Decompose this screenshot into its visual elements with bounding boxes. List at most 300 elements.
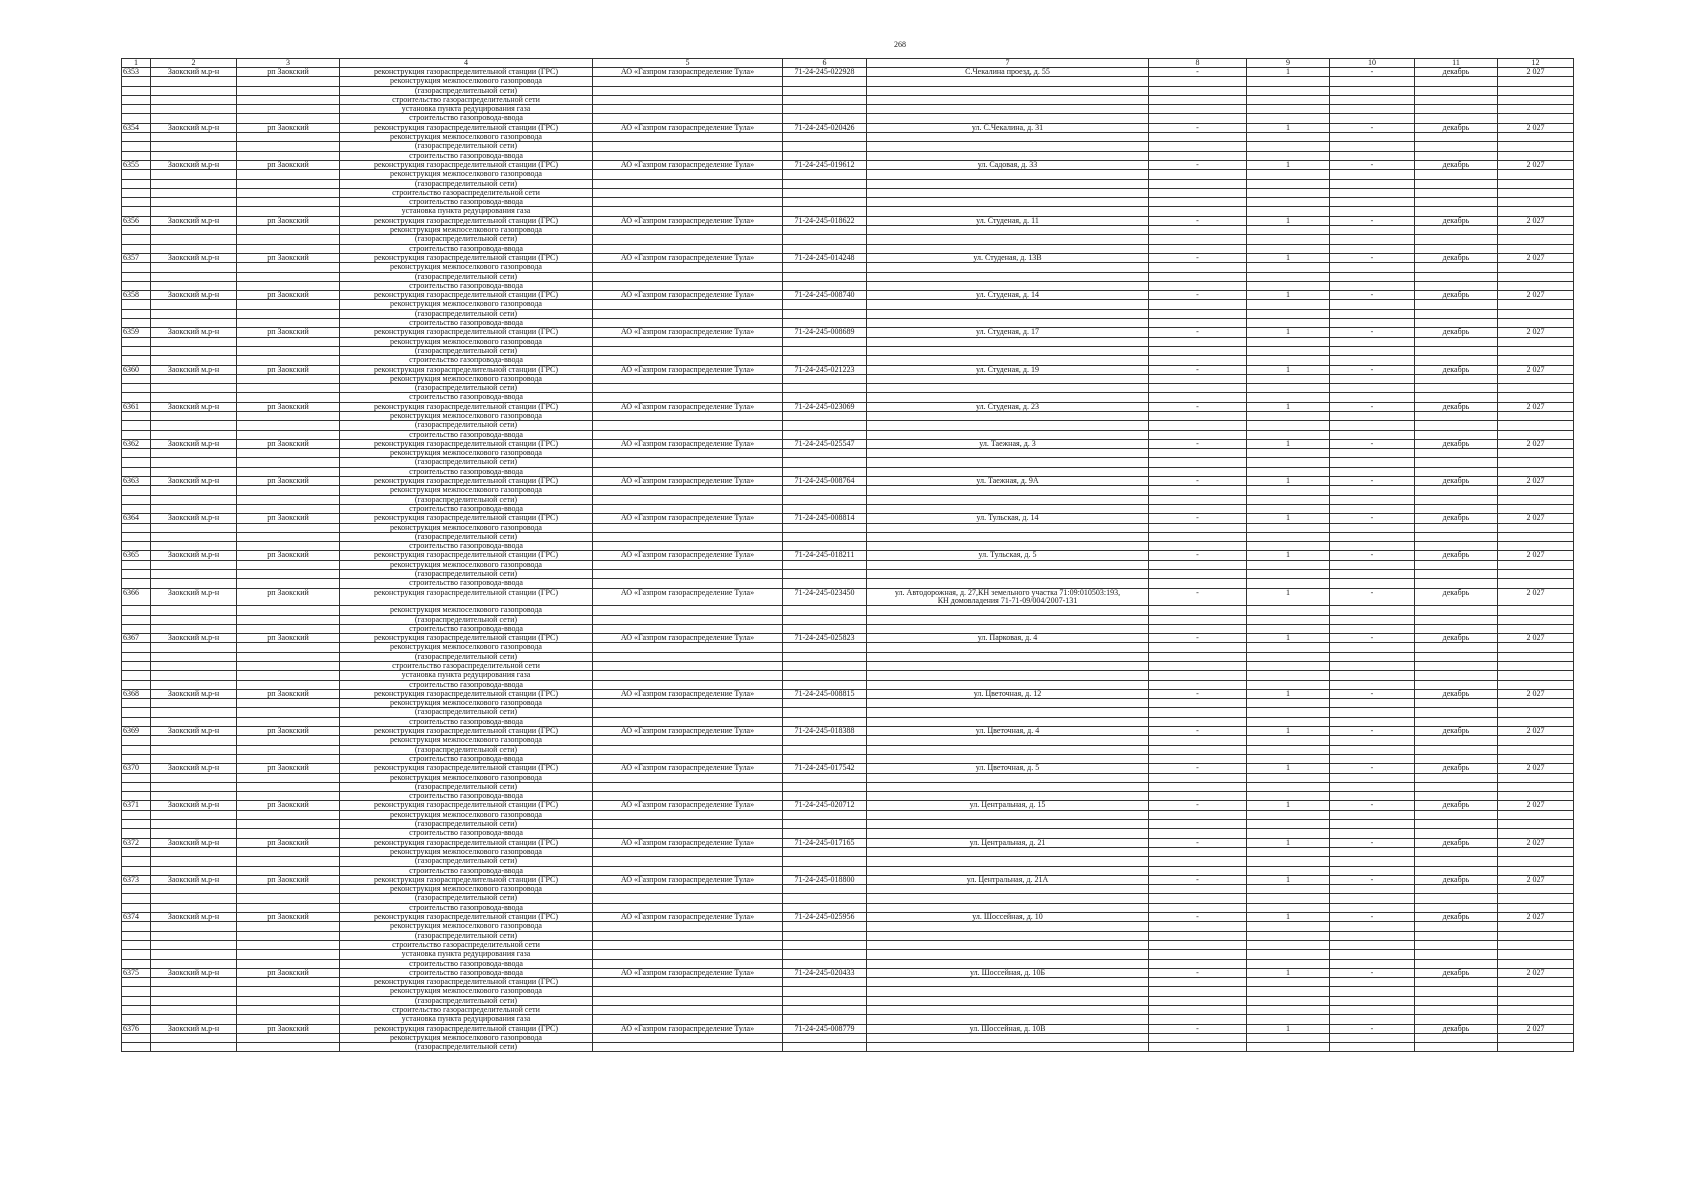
district-cell: Заокский м.р-н <box>151 402 237 411</box>
record-row <box>122 328 1574 337</box>
column-header: 6 <box>783 59 867 68</box>
month-cell <box>1415 857 1498 866</box>
quantity-cell <box>1247 922 1330 931</box>
cadastral-number-cell <box>783 847 867 856</box>
col10-cell <box>1330 263 1415 272</box>
month-cell <box>1415 662 1498 671</box>
address-cell <box>867 430 1149 439</box>
work-type-cell: (газораспределительной сети) <box>340 708 593 717</box>
record-work-row <box>122 504 1574 513</box>
record-number <box>122 319 151 328</box>
organization-cell: АО «Газпром газораспределение Тула» <box>593 913 783 922</box>
year-cell <box>1498 532 1574 541</box>
address-cell <box>867 300 1149 309</box>
organization-cell <box>593 384 783 393</box>
settlement-cell <box>237 847 340 856</box>
address-line: ул. Студеная, д. 11 <box>976 216 1039 225</box>
month-cell: декабрь <box>1415 477 1498 486</box>
month-cell <box>1415 978 1498 987</box>
col8-cell <box>1149 885 1247 894</box>
district-cell <box>151 532 237 541</box>
cadastral-number-cell <box>783 922 867 931</box>
month-cell <box>1415 309 1498 318</box>
col10-cell: - <box>1330 514 1415 523</box>
year-cell <box>1498 458 1574 467</box>
work-type-cell: установка пункта редуцирования газа <box>340 207 593 216</box>
cadastral-number-cell <box>783 384 867 393</box>
record-number <box>122 86 151 95</box>
organization-cell <box>593 495 783 504</box>
quantity-cell <box>1247 996 1330 1005</box>
month-cell <box>1415 987 1498 996</box>
record-number <box>122 263 151 272</box>
record-number: 6375 <box>122 968 151 977</box>
address-line: ул. Парковая, д. 4 <box>977 633 1038 643</box>
address-cell <box>867 449 1149 458</box>
work-type-cell: реконструкция газораспределительной станции (ГРС) <box>340 216 593 225</box>
settlement-cell <box>237 458 340 467</box>
col10-cell <box>1330 940 1415 949</box>
year-cell <box>1498 903 1574 912</box>
record-work-row <box>122 1033 1574 1042</box>
month-cell: декабрь <box>1415 727 1498 736</box>
cadastral-number-cell <box>783 1033 867 1042</box>
organization-cell <box>593 458 783 467</box>
col8-cell <box>1149 486 1247 495</box>
work-type-cell: реконструкция газораспределительной станции (ГРС) <box>340 477 593 486</box>
month-cell: декабрь <box>1415 439 1498 448</box>
year-cell <box>1498 857 1574 866</box>
year-cell: 2 027 <box>1498 801 1574 810</box>
work-type-cell: реконструкция газораспределительной станции (ГРС) <box>340 551 593 560</box>
organization-cell <box>593 449 783 458</box>
year-cell: 2 027 <box>1498 875 1574 884</box>
year-cell <box>1498 309 1574 318</box>
organization-cell <box>593 782 783 791</box>
organization-cell <box>593 86 783 95</box>
address-cell <box>867 792 1149 801</box>
record-work-row <box>122 77 1574 86</box>
year-cell: 2 027 <box>1498 727 1574 736</box>
cadastral-number-cell <box>783 782 867 791</box>
year-cell <box>1498 467 1574 476</box>
record-work-row <box>122 356 1574 365</box>
district-cell <box>151 356 237 365</box>
col8-cell: - <box>1149 439 1247 448</box>
year-cell: 2 027 <box>1498 123 1574 132</box>
district-cell <box>151 570 237 579</box>
record-number <box>122 792 151 801</box>
organization-cell <box>593 950 783 959</box>
district-cell <box>151 263 237 272</box>
record-row <box>122 913 1574 922</box>
district-cell: Заокский м.р-н <box>151 838 237 847</box>
col8-cell: - <box>1149 291 1247 300</box>
work-type-cell: строительство газопровода-ввода <box>340 356 593 365</box>
record-number <box>122 940 151 949</box>
organization-cell <box>593 940 783 949</box>
settlement-cell <box>237 1005 340 1014</box>
settlement-cell: рп Заокский <box>237 689 340 698</box>
quantity-cell: 1 <box>1247 216 1330 225</box>
cadastral-number-cell <box>783 263 867 272</box>
record-number: 6368 <box>122 689 151 698</box>
year-cell <box>1498 987 1574 996</box>
settlement-cell: рп Заокский <box>237 160 340 169</box>
record-work-row <box>122 745 1574 754</box>
quantity-cell: 1 <box>1247 1024 1330 1033</box>
quantity-cell: 1 <box>1247 727 1330 736</box>
address-line: ул. Цветочная, д. 5 <box>975 763 1040 773</box>
month-cell: декабрь <box>1415 216 1498 225</box>
district-cell <box>151 1033 237 1042</box>
cadastral-number-cell <box>783 281 867 290</box>
year-cell: 2 027 <box>1498 68 1574 77</box>
district-cell <box>151 922 237 931</box>
address-cell <box>867 764 1149 773</box>
district-cell <box>151 745 237 754</box>
settlement-cell <box>237 931 340 940</box>
year-cell <box>1498 996 1574 1005</box>
organization-cell <box>593 272 783 281</box>
district-cell <box>151 309 237 318</box>
district-cell <box>151 643 237 652</box>
quantity-cell <box>1247 606 1330 615</box>
work-type-cell: реконструкция межпоселкового газопровода <box>340 606 593 615</box>
settlement-cell <box>237 570 340 579</box>
work-type-cell: реконструкция межпоселкового газопровода <box>340 133 593 142</box>
cadastral-number-cell <box>783 885 867 894</box>
work-type-cell: реконструкция газораспределительной станции (ГРС) <box>340 253 593 262</box>
quantity-cell <box>1247 235 1330 244</box>
col8-cell <box>1149 624 1247 633</box>
cadastral-number-cell <box>783 754 867 763</box>
settlement-cell <box>237 86 340 95</box>
address-cell <box>867 875 1149 884</box>
record-number <box>122 560 151 569</box>
record-number: 6358 <box>122 291 151 300</box>
record-number <box>122 346 151 355</box>
organization-cell: АО «Газпром газораспределение Тула» <box>593 1024 783 1033</box>
district-cell <box>151 866 237 875</box>
settlement-cell <box>237 272 340 281</box>
col10-cell <box>1330 699 1415 708</box>
organization-cell: АО «Газпром газораспределение Тула» <box>593 123 783 132</box>
record-number <box>122 624 151 633</box>
settlement-cell <box>237 903 340 912</box>
settlement-cell <box>237 950 340 959</box>
cadastral-number-cell <box>783 226 867 235</box>
month-cell <box>1415 885 1498 894</box>
address-line: ул. Таежная, д. 3 <box>979 439 1036 448</box>
address-cell <box>867 810 1149 819</box>
organization-cell <box>593 523 783 532</box>
quantity-cell <box>1247 978 1330 987</box>
cadastral-number-cell <box>783 950 867 959</box>
col10-cell <box>1330 754 1415 763</box>
year-cell <box>1498 263 1574 272</box>
address-line: ул. Автодорожная, д. 27,КН земельного участка 71:09:010503:193, <box>894 588 1121 597</box>
record-work-row <box>122 792 1574 801</box>
col8-cell <box>1149 356 1247 365</box>
address-cell <box>867 439 1149 448</box>
year-cell: 2 027 <box>1498 588 1574 606</box>
col8-cell: - <box>1149 365 1247 374</box>
record-work-row <box>122 922 1574 931</box>
quantity-cell: 1 <box>1247 123 1330 132</box>
organization-cell: АО «Газпром газораспределение Тула» <box>593 551 783 560</box>
quantity-cell <box>1247 542 1330 551</box>
record-work-row <box>122 421 1574 430</box>
address-line-2: КН домовладения 71-71-09/004/2007-131 <box>937 595 1078 605</box>
col8-cell <box>1149 680 1247 689</box>
record-number <box>122 114 151 123</box>
work-type-cell: реконструкция газораспределительной станции (ГРС) <box>340 801 593 810</box>
year-cell: 2 027 <box>1498 328 1574 337</box>
quantity-cell <box>1247 1015 1330 1024</box>
quantity-cell <box>1247 866 1330 875</box>
cadastral-number-cell <box>783 495 867 504</box>
col10-cell <box>1330 188 1415 197</box>
col8-cell: - <box>1149 689 1247 698</box>
quantity-cell <box>1247 263 1330 272</box>
address-cell <box>867 745 1149 754</box>
col8-cell <box>1149 235 1247 244</box>
work-type-cell: реконструкция межпоселкового газопровода <box>340 699 593 708</box>
address-cell <box>867 857 1149 866</box>
col8-cell <box>1149 532 1247 541</box>
organization-cell <box>593 179 783 188</box>
month-cell <box>1415 931 1498 940</box>
record-work-row <box>122 430 1574 439</box>
address-cell <box>867 922 1149 931</box>
month-cell <box>1415 105 1498 114</box>
cadastral-number-cell <box>783 430 867 439</box>
district-cell <box>151 151 237 160</box>
record-number <box>122 449 151 458</box>
col10-cell <box>1330 95 1415 104</box>
address-cell <box>867 253 1149 262</box>
cadastral-number-cell <box>783 244 867 253</box>
month-cell <box>1415 810 1498 819</box>
district-cell <box>151 792 237 801</box>
cadastral-number-cell <box>783 449 867 458</box>
record-number: 6362 <box>122 439 151 448</box>
record-work-row <box>122 1005 1574 1014</box>
work-type-cell: (газораспределительной сети) <box>340 421 593 430</box>
month-cell <box>1415 244 1498 253</box>
col8-cell <box>1149 894 1247 903</box>
organization-cell <box>593 606 783 615</box>
year-cell <box>1498 207 1574 216</box>
record-number: 6359 <box>122 328 151 337</box>
work-type-cell: реконструкция газораспределительной станции (ГРС) <box>340 1024 593 1033</box>
col8-cell <box>1149 903 1247 912</box>
organization-cell: АО «Газпром газораспределение Тула» <box>593 968 783 977</box>
district-cell: Заокский м.р-н <box>151 588 237 606</box>
organization-cell <box>593 866 783 875</box>
record-work-row <box>122 170 1574 179</box>
col10-cell <box>1330 411 1415 420</box>
district-cell: Заокский м.р-н <box>151 634 237 643</box>
col8-cell <box>1149 1005 1247 1014</box>
quantity-cell <box>1247 281 1330 290</box>
cadastral-number-cell: 71-24-245-017165 <box>783 838 867 847</box>
quantity-cell: 1 <box>1247 689 1330 698</box>
year-cell <box>1498 560 1574 569</box>
district-cell <box>151 244 237 253</box>
work-type-cell: строительство газопровода-ввода <box>340 624 593 633</box>
cadastral-number-cell <box>783 978 867 987</box>
year-cell <box>1498 866 1574 875</box>
cadastral-number-cell <box>783 95 867 104</box>
cadastral-number-cell: 71-24-245-022928 <box>783 68 867 77</box>
cadastral-number-cell <box>783 374 867 383</box>
month-cell <box>1415 829 1498 838</box>
month-cell <box>1415 624 1498 633</box>
month-cell <box>1415 346 1498 355</box>
month-cell <box>1415 1015 1498 1024</box>
cadastral-number-cell <box>783 717 867 726</box>
col10-cell <box>1330 606 1415 615</box>
district-cell <box>151 754 237 763</box>
record-work-row <box>122 263 1574 272</box>
year-cell <box>1498 374 1574 383</box>
col10-cell <box>1330 885 1415 894</box>
settlement-cell <box>237 281 340 290</box>
organization-cell: АО «Газпром газораспределение Тула» <box>593 68 783 77</box>
year-cell: 2 027 <box>1498 402 1574 411</box>
organization-cell: АО «Газпром газораспределение Тула» <box>593 838 783 847</box>
cadastral-number-cell <box>783 931 867 940</box>
col8-cell <box>1149 745 1247 754</box>
col8-cell <box>1149 671 1247 680</box>
quantity-cell <box>1247 272 1330 281</box>
col8-cell <box>1149 615 1247 624</box>
col8-cell <box>1149 717 1247 726</box>
district-cell: Заокский м.р-н <box>151 514 237 523</box>
record-work-row <box>122 579 1574 588</box>
col10-cell: - <box>1330 968 1415 977</box>
record-number <box>122 699 151 708</box>
quantity-cell <box>1247 903 1330 912</box>
district-cell: Заокский м.р-н <box>151 477 237 486</box>
record-work-row <box>122 671 1574 680</box>
cadastral-number-cell <box>783 940 867 949</box>
record-number <box>122 866 151 875</box>
record-work-row <box>122 467 1574 476</box>
cadastral-number-cell <box>783 570 867 579</box>
quantity-cell <box>1247 346 1330 355</box>
address-cell <box>867 319 1149 328</box>
column-header: 8 <box>1149 59 1247 68</box>
quantity-cell <box>1247 662 1330 671</box>
organization-cell <box>593 346 783 355</box>
work-type-cell: (газораспределительной сети) <box>340 309 593 318</box>
record-number <box>122 235 151 244</box>
year-cell <box>1498 643 1574 652</box>
quantity-cell <box>1247 486 1330 495</box>
work-type-cell: реконструкция межпоселкового газопровода <box>340 643 593 652</box>
month-cell: декабрь <box>1415 689 1498 698</box>
work-type-cell: строительство газопровода-ввода <box>340 717 593 726</box>
address-line: ул. Шоссейная, д. 10В <box>969 1024 1046 1033</box>
quantity-cell <box>1247 356 1330 365</box>
address-cell <box>867 421 1149 430</box>
col10-cell: - <box>1330 838 1415 847</box>
organization-cell <box>593 792 783 801</box>
year-cell <box>1498 170 1574 179</box>
record-row <box>122 801 1574 810</box>
work-type-cell: строительство газопровода-ввода <box>340 829 593 838</box>
address-cell <box>867 727 1149 736</box>
organization-cell <box>593 309 783 318</box>
month-cell <box>1415 903 1498 912</box>
address-cell <box>867 133 1149 142</box>
address-cell <box>867 160 1149 169</box>
organization-cell <box>593 319 783 328</box>
settlement-cell <box>237 142 340 151</box>
record-number: 6366 <box>122 588 151 606</box>
cadastral-number-cell <box>783 133 867 142</box>
col8-cell <box>1149 105 1247 114</box>
year-cell: 2 027 <box>1498 439 1574 448</box>
col8-cell <box>1149 226 1247 235</box>
quantity-cell: 1 <box>1247 68 1330 77</box>
year-cell <box>1498 188 1574 197</box>
address-line: ул. Цветочная, д. 12 <box>973 689 1042 698</box>
work-type-cell: реконструкция межпоселкового газопровода <box>340 922 593 931</box>
address-cell <box>867 708 1149 717</box>
col10-cell: - <box>1330 875 1415 884</box>
record-number <box>122 244 151 253</box>
col10-cell <box>1330 987 1415 996</box>
organization-cell: АО «Газпром газораспределение Тула» <box>593 365 783 374</box>
address-cell <box>867 346 1149 355</box>
address-cell <box>867 542 1149 551</box>
work-type-cell: строительство газопровода-ввода <box>340 467 593 476</box>
col8-cell <box>1149 950 1247 959</box>
year-cell <box>1498 77 1574 86</box>
address-line: ул. Студеная, д. 13В <box>973 253 1042 262</box>
col8-cell <box>1149 866 1247 875</box>
settlement-cell: рп Заокский <box>237 801 340 810</box>
work-type-cell: строительство газопровода-ввода <box>340 393 593 402</box>
record-row <box>122 291 1574 300</box>
year-cell: 2 027 <box>1498 1024 1574 1033</box>
record-work-row <box>122 179 1574 188</box>
organization-cell: АО «Газпром газораспределение Тула» <box>593 727 783 736</box>
address-cell <box>867 838 1149 847</box>
work-type-cell: установка пункта редуцирования газа <box>340 950 593 959</box>
record-number <box>122 959 151 968</box>
address-cell <box>867 458 1149 467</box>
district-cell <box>151 411 237 420</box>
work-type-cell: реконструкция межпоселкового газопровода <box>340 411 593 420</box>
col8-cell <box>1149 458 1247 467</box>
address-cell <box>867 1033 1149 1042</box>
col10-cell <box>1330 300 1415 309</box>
work-type-cell: установка пункта редуцирования газа <box>340 671 593 680</box>
address-cell <box>867 987 1149 996</box>
col8-cell <box>1149 754 1247 763</box>
record-number <box>122 142 151 151</box>
record-work-row <box>122 978 1574 987</box>
month-cell <box>1415 570 1498 579</box>
district-cell <box>151 959 237 968</box>
cadastral-number-cell <box>783 894 867 903</box>
col8-cell: - <box>1149 253 1247 262</box>
